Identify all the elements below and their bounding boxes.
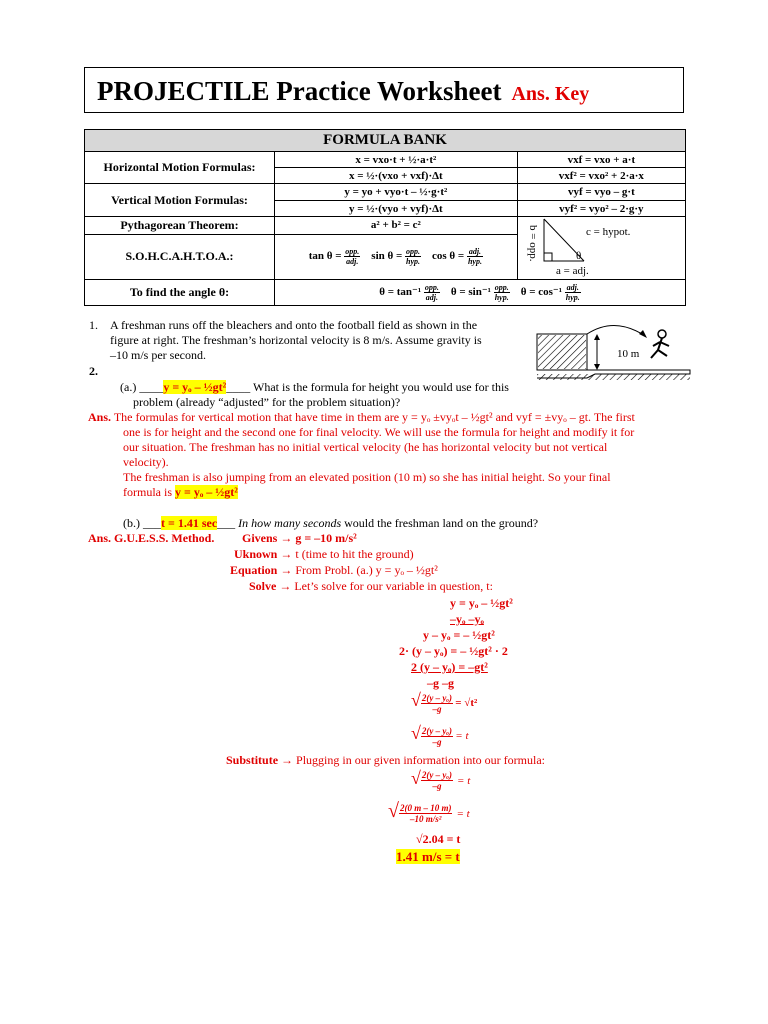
sin-label: sin θ = <box>371 250 403 263</box>
exp-final-formula: y = yₒ – ½gt² <box>175 485 238 499</box>
part-a-label: (a.) <box>120 380 137 394</box>
inv-cos-label: θ = cos⁻¹ <box>520 286 562 299</box>
step-5: 2 (y – yₒ) = –gt² <box>411 660 488 674</box>
v-formula-2: y = ½·(vyo + vyf)·Δt <box>275 201 518 217</box>
pythagorean-label: Pythagorean Theorem: <box>85 217 275 235</box>
step-10: √ $\frac{2(0 m - 10 m)}{\text{–10 m/s²}}$ = t <box>388 800 470 824</box>
sohcahtoa-label: S.O.H.C.A.H.T.O.A.: <box>85 234 275 279</box>
tan-num: opp. <box>345 247 360 257</box>
height-label: 10 m <box>617 348 640 360</box>
h-formula-2: x = ½·(vxo + vxf)·Δt <box>275 168 518 184</box>
part-b: (b.) ___t = 1.41 sec___ In how many seconds would the freshman land on the ground? <box>123 516 539 530</box>
step-8-den: –g <box>432 737 442 748</box>
step-12-final-answer: 1.41 m/s = t <box>396 849 460 864</box>
sin-num: opp. <box>406 247 421 257</box>
step-7-result: = √t² <box>455 697 478 709</box>
step-9-result: = t <box>457 775 471 787</box>
sohcahtoa-formulas <box>275 234 518 279</box>
part-b-answer: t = 1.41 sec <box>161 516 218 530</box>
vertical-label: Vertical Motion Formulas: <box>85 184 275 217</box>
part-b-label: (b.) <box>123 516 140 530</box>
right-triangle-diagram <box>518 217 644 279</box>
inv-sin-num: opp. <box>494 283 509 292</box>
tan-den: adj. <box>346 257 359 267</box>
solve-row <box>249 579 493 594</box>
step-8-result: = t <box>455 730 469 742</box>
givens-row <box>242 531 357 546</box>
angle-label: To find the angle θ: <box>85 280 275 306</box>
exp-line-1: The formulas for vertical motion that have time in them are y = yₒ ±vyₒt – ½gt² and vyf = ±vyₒ – gt. The first <box>113 410 635 424</box>
problem-line-1: A freshman runs off the bleachers and onto the football field as shown in the <box>110 318 478 332</box>
answer-key-label: Ans. Key <box>511 83 590 105</box>
v-formula-1: y = yo + vyo·t – ½·g·t² <box>275 184 518 201</box>
inv-cos-fraction <box>565 283 581 302</box>
horizontal-label: Horizontal Motion Formulas: <box>85 152 275 184</box>
givens-value: g = –10 m/s² <box>295 531 357 545</box>
part-a-question-2: problem (already “adjusted” for the problem situation)? <box>133 395 401 409</box>
step-8: √ $\frac{\text{2(y – yₒ)}}{-g}$ = t <box>411 723 469 748</box>
tri-hyp-label: c = hypot. <box>585 226 631 238</box>
tri-opp-label: b = opp. <box>526 225 539 262</box>
guess-method-label: Ans. G.U.E.S.S. Method. <box>88 531 215 545</box>
unknown-row <box>234 547 414 562</box>
tan-fraction <box>344 247 360 266</box>
step-4: 2· (y – yₒ) = – ½gt² · 2 <box>399 644 508 658</box>
problem-number: 1. <box>89 318 98 332</box>
problem-line-3: –10 m/s per second. <box>110 348 206 362</box>
exp-line-2: one is for height and the second one for final velocity. We will use the formula for height and modify it for <box>123 425 635 439</box>
unknown-value: t (time to hit the ground) <box>295 547 414 561</box>
cos-den: hyp. <box>467 257 482 267</box>
equation-row <box>230 563 438 578</box>
exp-line-5: The freshman is also jumping from an elevated position (10 m) so she has initial height. So your final <box>123 470 611 484</box>
part-a-explanation <box>88 410 688 500</box>
inv-tan-fraction <box>424 283 440 302</box>
cos-fraction <box>467 247 483 266</box>
v-formula-4: vyf² = vyo² – 2·g·y <box>517 201 685 217</box>
bleacher-figure <box>535 320 705 390</box>
pythagorean-formula: a² + b² = c² <box>275 217 518 235</box>
step-7-num: 2(y – yₒ) <box>421 693 453 704</box>
v-formula-3: vyf = vyo – g·t <box>517 184 685 201</box>
h-formula-1: x = vxo·t + ½·a·t² <box>275 152 518 168</box>
step-8-num: 2(y – yₒ) <box>421 726 453 737</box>
step-3: y – yₒ = – ½gt² <box>423 628 495 642</box>
step-7-den: –g <box>432 704 442 715</box>
givens-label: Givens → <box>242 531 293 545</box>
inv-tan-num: opp. <box>424 283 439 292</box>
inv-cos-den: hyp. <box>565 293 580 302</box>
equation-value: From Probl. (a.) y = yₒ – ½gt² <box>295 563 438 577</box>
tri-adj-label: a = adj. <box>555 265 589 277</box>
part-b-question: would the freshman land on the ground? <box>344 516 539 530</box>
tri-theta: θ <box>575 250 581 262</box>
inv-sin-label: θ = sin⁻¹ <box>450 286 491 299</box>
step-2: –yₒ –yₒ <box>450 612 484 626</box>
part-a: (a.) ____y = yₒ – ½gt²____ What is the formula for height you would use for this <box>120 380 509 394</box>
h-formula-4: vxf² = vxo² + 2·a·x <box>517 168 685 184</box>
part-a-answer: y = yₒ – ½gt² <box>163 380 227 394</box>
step-9-den: –g <box>432 780 442 791</box>
problem-line-2: figure at right. The freshman’s horizontal velocity is 8 m/s. Assume gravity is <box>110 333 482 347</box>
inverse-formulas <box>275 280 686 306</box>
step-10-result: = t <box>456 808 470 820</box>
step-10-num: 2(0 m – 10 m) <box>399 802 452 813</box>
sin-den: hyp. <box>406 257 421 267</box>
exp-line-6: formula is <box>123 485 172 499</box>
sin-fraction <box>405 247 421 266</box>
cos-label: cos θ = <box>432 250 465 263</box>
solve-value: Let’s solve for our variable in question, t: <box>294 579 493 593</box>
equation-label: Equation → <box>230 563 293 577</box>
solve-label: Solve → <box>249 579 292 593</box>
step-7: √ $\frac{\text{2(y – yₒ)}}{-g}$ = √t² <box>411 690 478 715</box>
title-text: PROJECTILE Practice Worksheet <box>97 76 502 106</box>
inv-cos-num: adj. <box>566 283 579 292</box>
tan-label: tan θ = <box>308 250 342 263</box>
part-a-ans-label: Ans. <box>88 410 112 424</box>
problem-text <box>110 318 510 363</box>
step-11: √2.04 = t <box>416 832 461 846</box>
inv-sin-den: hyp. <box>494 293 509 302</box>
part-a-question-1: What is the formula for height you would use for this <box>253 380 509 394</box>
inv-tan-label: θ = tan⁻¹ <box>379 286 422 299</box>
unknown-label: Uknown → <box>234 547 293 561</box>
formula-bank-table <box>84 129 686 306</box>
page-title <box>97 76 589 107</box>
step-1: y = yₒ – ½gt² <box>450 596 513 610</box>
step-9-num: 2(y – yₒ) <box>421 769 453 780</box>
formula-bank-header: FORMULA BANK <box>85 130 686 152</box>
step-9: √ $\frac{\text{2(y – yₒ)}}{-g}$ = t <box>411 768 471 791</box>
triangle-cell <box>517 217 685 280</box>
inv-tan-den: adj. <box>425 293 438 302</box>
substitute-label: Substitute → <box>226 753 294 767</box>
cos-num: adj. <box>468 247 482 257</box>
part-b-question-italic: In how many seconds <box>238 516 342 530</box>
exp-line-4: velocity). <box>123 455 169 469</box>
problem-number-2: 2. <box>89 364 98 378</box>
substitute-value: Plugging in our given information into our formula: <box>296 753 545 767</box>
step-10-den: –10 m/s² <box>410 813 442 824</box>
substitute-row <box>226 753 545 768</box>
inv-sin-fraction <box>494 283 510 302</box>
h-formula-3: vxf = vxo + a·t <box>517 152 685 168</box>
exp-line-3: our situation. The freshman has no initial vertical velocity (he has horizontal velocity but not vertical <box>123 440 608 454</box>
step-6: –g –g <box>427 676 454 690</box>
